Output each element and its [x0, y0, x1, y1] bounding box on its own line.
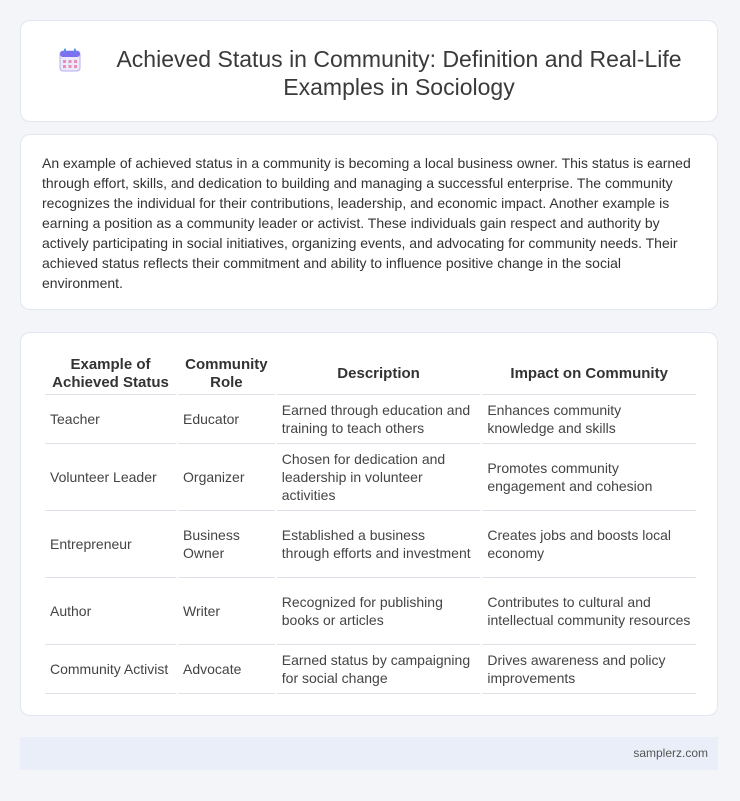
table-cell: Volunteer Leader [45, 444, 176, 511]
column-header: Example of Achieved Status [45, 353, 176, 395]
table-cell: Established a business through efforts and investment [277, 511, 481, 578]
table-cell: Writer [178, 578, 275, 645]
intro-card [20, 134, 718, 310]
table-cell: Earned status by campaigning for social change [277, 645, 481, 694]
table-cell: Chosen for dedication and leadership in volunteer activities [277, 444, 481, 511]
column-header: Community Role [178, 353, 275, 395]
footer-site-link[interactable]: samplerz.com [633, 746, 708, 760]
table-cell: Earned through education and training to teach others [277, 395, 481, 444]
table-header-row [45, 353, 696, 395]
table-cell: Drives awareness and policy improvements [482, 645, 696, 694]
footer [20, 737, 718, 770]
table-cell: Creates jobs and boosts local economy [482, 511, 696, 578]
table-cell: Community Activist [45, 645, 176, 694]
table-cell: Business Owner [178, 511, 275, 578]
table-cell: Educator [178, 395, 275, 444]
table-cell: Organizer [178, 444, 275, 511]
table-cell: Recognized for publishing books or articles [277, 578, 481, 645]
column-header: Description [277, 353, 481, 395]
table-row [45, 395, 696, 444]
table-cell: Entrepreneur [45, 511, 176, 578]
table-card [20, 332, 718, 716]
intro-paragraph: An example of achieved status in a community is becoming a local business owner. This status is earned through effort, skills, and dedication to building and managing a successful enterprise. The community recognizes the individual for their contributions, leadership, and economic impact. Another example is earning a position as a community leader or activist. These individuals gain respect and authority by actively participating in social initiatives, organizing events, and advocating for community needs. Their achieved status reflects their commitment and ability to influence positive change in the social environment. [42, 155, 691, 291]
table-row [45, 578, 696, 645]
calendar-icon [59, 48, 81, 77]
column-header: Impact on Community [482, 353, 696, 395]
table-cell: Author [45, 578, 176, 645]
header-card [20, 20, 718, 122]
table-row [45, 511, 696, 578]
page-title: Achieved Status in Community: Definition and Real-Life Examples in Sociology [116, 46, 682, 100]
table-cell: Teacher [45, 395, 176, 444]
table-row [45, 645, 696, 694]
table-row [45, 444, 696, 511]
table-cell: Advocate [178, 645, 275, 694]
table-cell: Enhances community knowledge and skills [482, 395, 696, 444]
table-cell: Contributes to cultural and intellectual community resources [482, 578, 696, 645]
table-cell: Promotes community engagement and cohesion [482, 444, 696, 511]
status-table [43, 353, 698, 694]
